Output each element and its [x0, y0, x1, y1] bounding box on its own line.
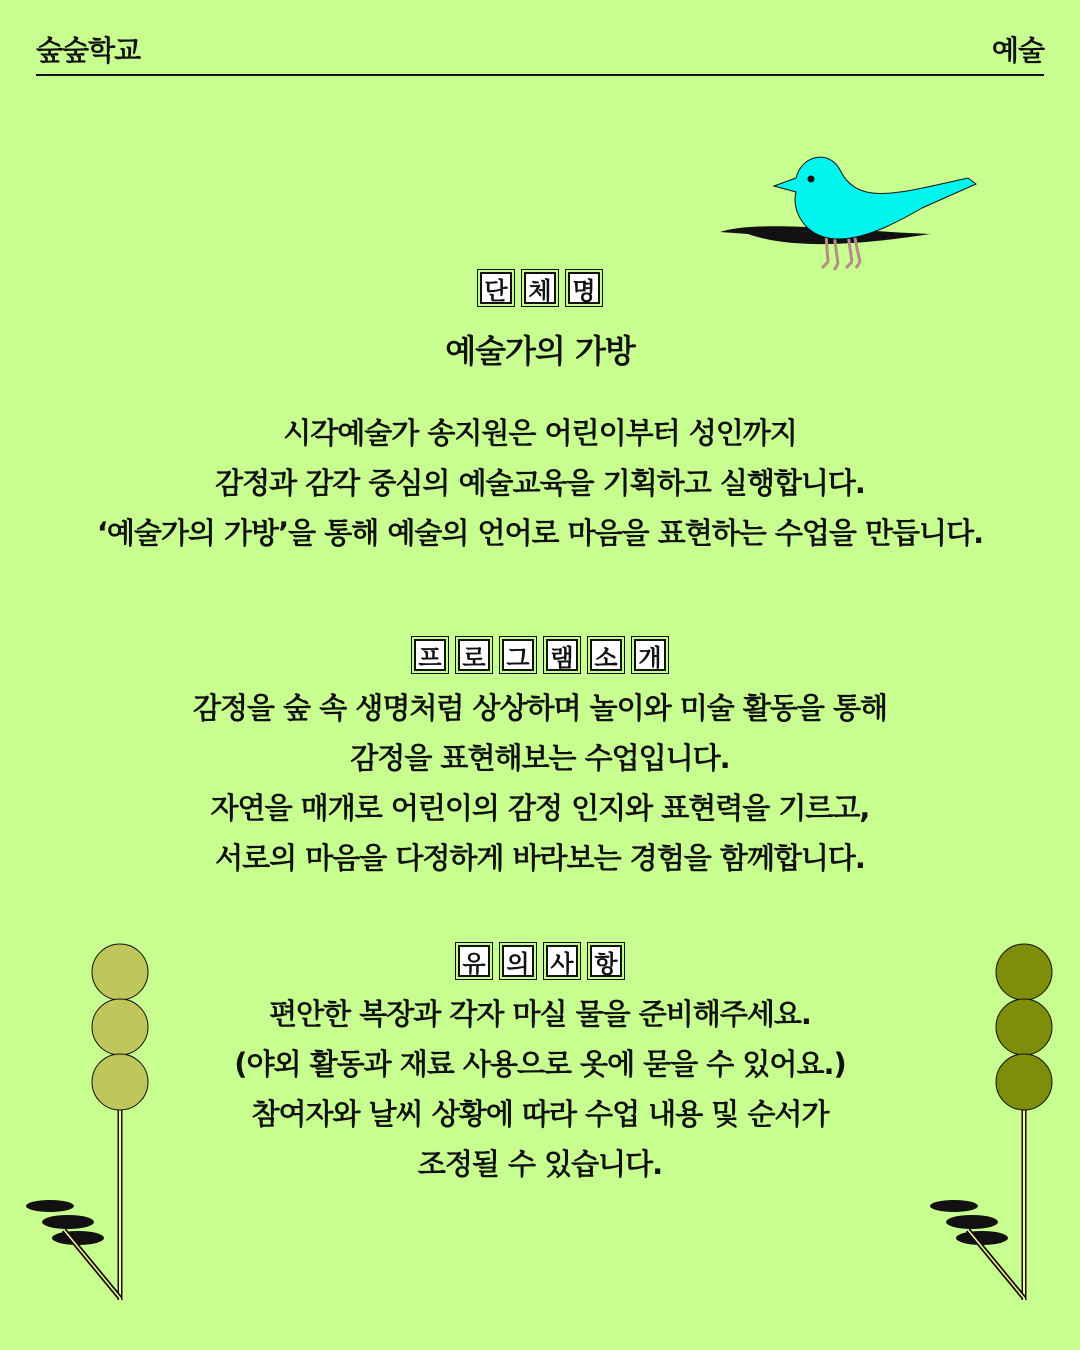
program-line: 감정을 숲 속 생명처럼 상상하며 놀이와 미술 활동을 통해 [192, 691, 888, 725]
heading-char: 프 [414, 639, 446, 671]
org-line: ‘예술가의 가방’을 통해 예술의 언어로 마음을 표현하는 수업을 만듭니다. [96, 516, 984, 550]
heading-char: 램 [546, 639, 578, 671]
berry-plant-left-illustration [24, 940, 164, 1310]
org-description [0, 408, 1080, 558]
program-line: 서로의 마음을 다정하게 바라보는 경험을 함께합니다. [215, 841, 865, 875]
heading-char: 의 [502, 945, 534, 977]
org-name: 예술가의 가방 [445, 332, 635, 370]
program-section [0, 639, 1080, 883]
heading-char: 로 [458, 639, 490, 671]
notes-line: 참여자와 날씨 상황에 따라 수업 내용 및 순서가 [251, 1097, 829, 1131]
heading-char: 그 [502, 639, 534, 671]
header-left-title: 숲숲학교 [36, 34, 141, 67]
org-line: 감정과 감각 중심의 예술교육을 기획하고 실행합니다. [215, 466, 865, 500]
program-description [0, 683, 1080, 883]
heading-char: 체 [524, 272, 556, 304]
program-line: 감정을 표현해보는 수업입니다. [350, 741, 730, 775]
notes-line: 편안한 복장과 각자 마실 물을 준비해주세요. [269, 997, 811, 1031]
berry-plant-right-illustration [928, 940, 1068, 1310]
bird-illustration [718, 150, 983, 275]
org-heading [0, 272, 1080, 304]
program-heading [0, 639, 1080, 671]
heading-char: 단 [480, 272, 512, 304]
notes-line: 조정될 수 있습니다. [417, 1147, 663, 1181]
notes-line: (야외 활동과 재료 사용으로 옷에 묻을 수 있어요.) [234, 1047, 846, 1081]
header-right-category: 예술 [991, 34, 1044, 67]
header-bar [36, 24, 1044, 76]
heading-char: 항 [590, 945, 622, 977]
heading-char: 개 [634, 639, 666, 671]
heading-char: 유 [458, 945, 490, 977]
heading-char: 소 [590, 639, 622, 671]
program-line: 자연을 매개로 어린이의 감정 인지와 표현력을 기르고, [210, 791, 870, 825]
heading-char: 사 [546, 945, 578, 977]
org-section [0, 272, 1080, 558]
heading-char: 명 [568, 272, 600, 304]
org-line: 시각예술가 송지원은 어린이부터 성인까지 [283, 416, 797, 450]
